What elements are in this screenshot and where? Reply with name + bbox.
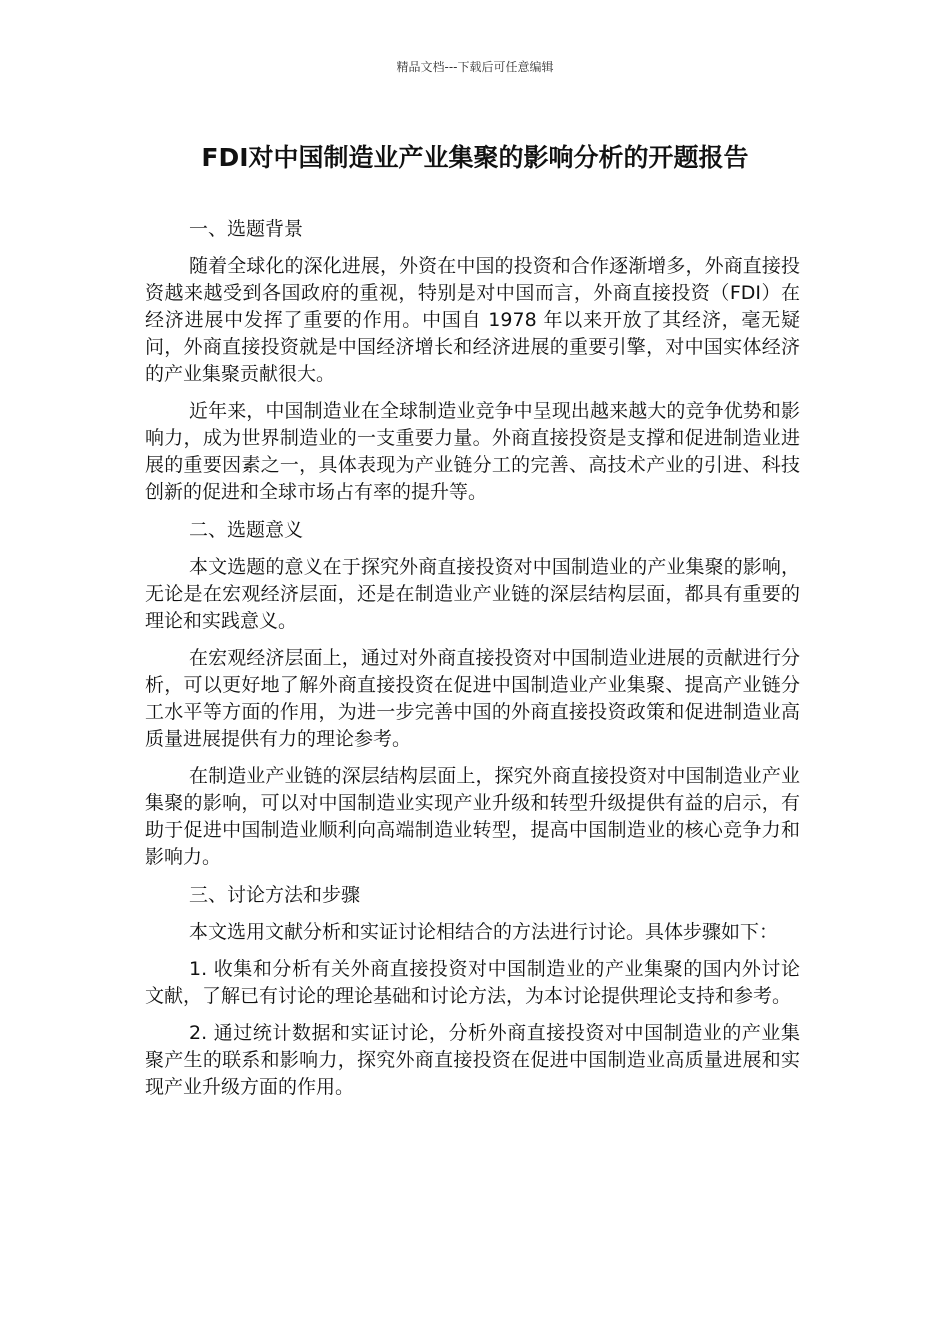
paragraph: 本文选题的意义在于探究外商直接投资对中国制造业的产业集聚的影响，无论是在宏观经济层面，还是在制造业产业链的深层结构层面，都具有重要的理论和实践意义。 — [145, 556, 800, 632]
paragraph: 随着全球化的深化进展，外资在中国的投资和合作逐渐增多，外商直接投资越来越受到各国政府的重视，特别是对中国而言，外商直接投资（FDI）在经济进展中发挥了重要的作用。中国自 1978 年以来开放了其经济，毫无疑问，外商直接投资就是中国经济增长和经济进展的重要引擎，对中国实体经济的产业集聚贡献很大。 — [145, 255, 800, 385]
paragraph: 本文选用文献分析和实证讨论相结合的方法进行讨论。具体步骤如下： — [189, 921, 779, 943]
list-item-step-2: 2. 通过统计数据和实证讨论，分析外商直接投资对中国制造业的产业集聚产生的联系和影响力，探究外商直接投资在促进中国制造业高质量进展和实现产业升级方面的作用。 — [145, 1022, 800, 1098]
header-note: 精品文档---下载后可任意编辑 — [396, 60, 554, 74]
section-heading-methods: 三、讨论方法和步骤 — [189, 884, 361, 906]
list-item-step-1: 1. 收集和分析有关外商直接投资对中国制造业的产业集聚的国内外讨论文献，了解已有讨论的理论基础和讨论方法，为本讨论提供理论支持和参考。 — [145, 958, 800, 1007]
document-title: FDI对中国制造业产业集聚的影响分析的开题报告 — [201, 143, 749, 172]
paragraph: 在宏观经济层面上，通过对外商直接投资对中国制造业进展的贡献进行分析，可以更好地了解外商直接投资在促进中国制造业产业集聚、提高产业链分工水平等方面的作用，为进一步完善中国的外商直接投资政策和促进制造业高质量进展提供有力的理论参考。 — [145, 647, 800, 750]
section-heading-background: 一、选题背景 — [189, 218, 304, 240]
document-body — [145, 215, 800, 1111]
paragraph: 在制造业产业链的深层结构层面上，探究外商直接投资对中国制造业产业集聚的影响，可以对中国制造业实现产业升级和转型升级提供有益的启示，有助于促进中国制造业顺利向高端制造业转型，提高中国制造业的核心竞争力和影响力。 — [145, 765, 800, 868]
section-heading-significance: 二、选题意义 — [189, 519, 304, 541]
paragraph: 近年来，中国制造业在全球制造业竞争中呈现出越来越大的竞争优势和影响力，成为世界制造业的一支重要力量。外商直接投资是支撑和促进制造业进展的重要因素之一，具体表现为产业链分工的完善、高技术产业的引进、科技创新的促进和全球市场占有率的提升等。 — [145, 400, 800, 503]
